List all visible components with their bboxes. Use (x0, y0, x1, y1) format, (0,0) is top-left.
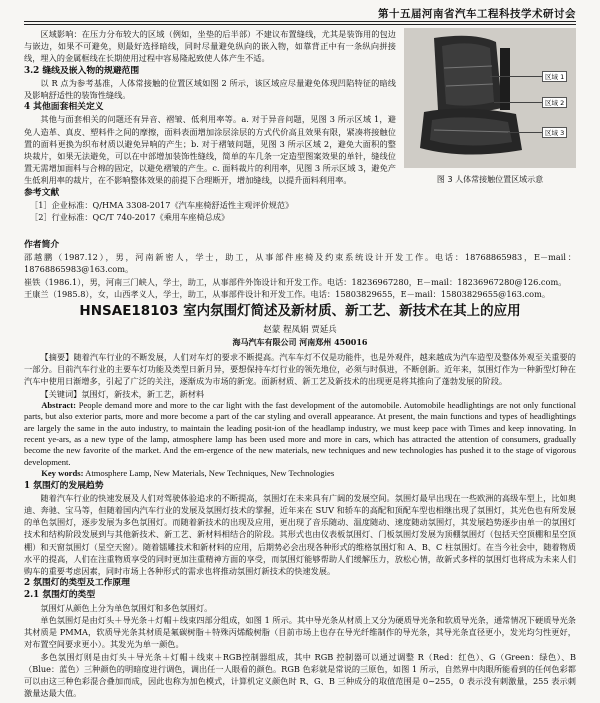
header-rule-2 (24, 24, 576, 25)
reference-1: ［1］企业标准：Q/HMA 3308-2017《汽车座椅舒适性主观评价规范》 (30, 199, 294, 210)
article-authors: 赵蒙 程凤娟 贾延兵 (263, 325, 337, 335)
reference-2: ［2］行业标准：QC/T 740-2017《乘用车座椅总成》 (30, 212, 230, 223)
para-trend: 随着汽车行业的快速发展及人们对驾驶体验追求的不断提高，氛围灯在未来具有广阔的发展空间。氛围灯最早出现在一些欧洲的高级车型上，比如奥迪、奔驰、宝马等，但随着国内汽车行业的发展及氛围灯技术的掌握，近年来在 SUV 和轿车的高配和顶配车型也相继出现了氛围灯，其光色也有所发展的单色氛围灯，逐步发展为多色氛围灯。而随着新技术的出现及应用，更出现了音乐随动、温度随动、速度随动氛围灯，其发展趋势逐步由单一的氛围灯技术和结构阶段发展到与其他新技术、新工艺、新材料相结合的阶段。其形式也由仪表板氛围灯、门板氛围灯发展为顶棚氛围灯（包括天空顶棚和星空顶棚）和天窗氛围灯（星空天窗）。随着镭雕技术和新材料的应用，后期势必会出现各种形式的维格氛围灯和 A、B、C 柱氛围灯。在当今社会中，随着物质水平的提高，人们在注重物质享受的同时更加注重精神方面的享受，而氛围灯能够帮助人们缓解压力，放松心情，故新式多样的氛围灯也将成为未来人们购车的重要考虑因素，同时市场上各种形式的需求也将推动氛围灯新技术的快速发展。 (24, 492, 576, 577)
author-info-1: 邵越鹏（1987.12），男，河南新密人，学士，助工，从事部件座椅及约束系统设计开发工作。电话：18768865983，E－mail：18768865983@163.com。 (24, 252, 576, 275)
para-single-color: 单色氛围灯是由灯头＋导光条＋灯帽＋线束四部分组成，如图 1 所示。其中导光条从材质上又分为硬质导光条和软质导光条，通常情况下硬质导光条其材质是 PMMA，软质导光条其材质是氟碳树脂＋特殊丙烯酸树脂（目前市场上也存在导光纤维制作的导光条，其导光条直径更小，发光均匀性更好，对布置空间要求更小）。其发光为单一颜色。 (24, 614, 576, 650)
figure-3 (404, 28, 576, 185)
keywords-en (24, 468, 576, 479)
para-multi-color: 多色氛围灯则是由灯头＋导光条＋灯帽＋线束＋RGB控制器组成，其中 RGB 控制器可以通过调整 R（Red：红色）、G（Green：绿色）、B（Blue：蓝色）三种颜色的明暗度进行调色，调出任一人眼看的颜色。RGB 色彩就是常说的三原色，如图 1 所示，自然界中肉眼所能看到的任何色彩都可以由这三种色彩混合叠加而成，因此也称为加色模式，计算机定义颜色时 R、G、B 三种成分的取值范围是 0~255，0 表示没有刺激量，255 表示刺激量达最大值。 (24, 651, 576, 699)
abstract-en-text: People demand more and more to the car light with the fast development of the automobile. Automobile headlightings are not only functional parts, but also exterior parts, more and more become a part of the car styling and overall appearance. At present, the main functions and types of headlightings are largely the same in the auto industry, to maintain the leading posit-ion of the headlamp industry, we must keep pace with Times and keep innovating. In recent ye-ars, as a new type of the lamp, atmosphere lamp has been used more and more in cars, which has attracted the attention of consumers, gradually become the new favorite of the market. And the em-ergence of the new materials, new techniques and new technologies has pushed it to the stage of vigorous development. (24, 399, 576, 467)
figure-caption: 图 3 人体常接触位置区域示意 (436, 175, 544, 184)
abstract-en (24, 400, 576, 468)
section-2-heading: 2 氛围灯的类型及工作原理 (24, 578, 130, 589)
section-3-2-heading: 3.2 缝线及嵌入物的规避范围 (24, 65, 140, 76)
author-info-2: 崔铁（1986.1），男，河南三门峡人，学士，助工，从事部件外饰设计和开发工作。电话：18236967280，E－mail：18236967280@126.com。 (24, 276, 567, 287)
para-avoid-range: 以 R 点为参考基准，人体常接触的位置区域如图 2 所示，该区域应尽量避免体现凹陷特征的暗线及影响舒适性的装饰性缝线。 (24, 77, 396, 101)
keywords-en-label: Key words: (41, 468, 84, 479)
abstract-en-label: Abstract: (41, 399, 77, 410)
article-affiliation: 海马汽车有限公司 河南郑州 450016 (232, 337, 368, 347)
section-1-heading: 1 氛围灯的发展趋势 (24, 480, 104, 491)
abstract-cn: 【摘要】随着汽车行业的不断发展，人们对车灯的要求不断提高。汽车车灯不仅是功能件，也是外观件，越来越成为汽车造型及整体外观至关重要的一部分。目前汽车行业的主要车灯功能及类型日新月异，要想保持车灯行业的领先地位，必须与时俱进，不断创新。近年来，氛围灯作为一种新型灯种在汽车中使用日渐增多，引起了广泛的关注，逐渐成为市场的新宠。面新材质、新工艺及新技术的出现更是将其推向了蓬勃发展的阶段。 (24, 352, 576, 387)
region-1-label: 区域 1 (542, 71, 567, 82)
keywords-cn: 【关键词】氛围灯，新技术，新工艺，新材料 (40, 388, 205, 399)
seat-photo (404, 28, 576, 168)
para-other-issues: 其他与面套相关的问题还有异音、褶皱、低利用率等。a. 对于异音问题，见图 3 所示区域 1，避免人造革、真皮、塑料件之间的摩擦，面料表面增加涂层涂层的方式代价高且效果有限，紧凑将接触位置的面料更换为织布材质以避免异响的产生；b. 对于褶皱问题，见图 3 所示区域 2，避免大面积的整块裁片，如果无法避免，可以在中部增加装饰性缝线，简单的车几条一定造型图案效果的单针，缝线位置无需增加面料与合棉的固定，以避免褶皱的产生。c. 面料裁片的利用率，见图 3 所示区域 3，避免产生低利用率的裁片，在不影响整体效果的前提下合理断开，增加缝线，以提升面料利用率。 (24, 114, 396, 186)
region-3-label: 区域 3 (542, 127, 567, 138)
author-info-block (24, 239, 576, 300)
article-body (24, 351, 576, 699)
region-1-leader (490, 76, 548, 77)
running-header: 第十五届河南省汽车工程科技学术研讨会 (378, 8, 576, 20)
para-region-influence: 区域影响：在压力分布较大的区域（例如，坐垫的后半部）不建议布置缝线，尤其是装饰用的包边与嵌边，如果不可避免，则最好选择暗线，同时尽量避免纵向的嵌入物，如靠背正中有一条纵向拼接线，埋入的金属框线在长期使用过程中容易隆起致使人体产生不适。 (24, 29, 396, 64)
para-types: 氛围灯从颜色上分为单色氛围灯和多色氛围灯。 (40, 602, 213, 613)
region-2-leader (494, 102, 548, 103)
left-column (24, 28, 396, 223)
author-info-heading: 作者简介 (24, 240, 60, 250)
region-2-label: 区域 2 (542, 97, 567, 108)
keywords-en-text: Atmosphere Lamp, New Materials, New Techniques, New Technologies (85, 468, 335, 479)
header-rule (24, 21, 576, 22)
article-title: HNSAE18103 室内氛围灯简述及新材质、新工艺、新技术在其上的应用 (79, 303, 521, 319)
author-info-3: 王康兰（1985.8），女，山西孝义人，学士，助工，从事部件设计和开发工作。电话：15803829655，E－mail：15803829655@163.com。 (24, 288, 551, 299)
section-4-heading: 4 其他面套相关定义 (24, 102, 104, 113)
section-2-1-heading: 2.1 氛围灯的类型 (24, 590, 96, 601)
references-heading: 参考文献 (24, 187, 60, 198)
